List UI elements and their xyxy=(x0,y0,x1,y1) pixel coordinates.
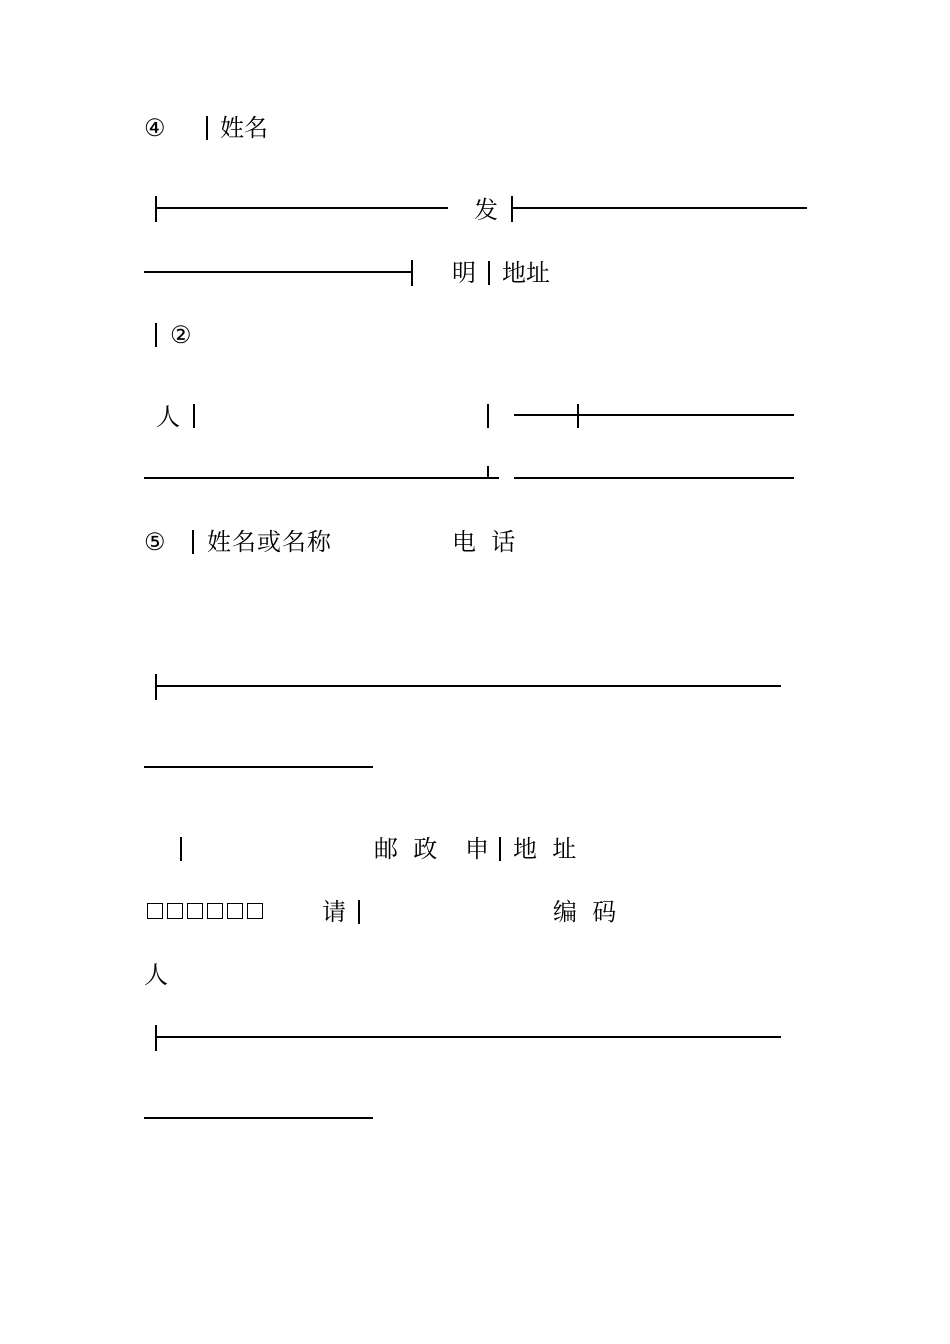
bottom-tee xyxy=(487,466,489,478)
item-number-2: ② xyxy=(170,321,192,349)
postal-code-box xyxy=(247,903,263,919)
postal-code-box xyxy=(187,903,203,919)
right-tee xyxy=(411,260,413,286)
cell-divider xyxy=(488,261,490,285)
postal-code-box xyxy=(167,903,183,919)
item-number-4: ④ xyxy=(144,114,166,142)
address-label: 地址 xyxy=(502,259,550,287)
code-label: 编 码 xyxy=(553,898,617,926)
cross-mark xyxy=(577,404,579,428)
inventor-char-fa: 发 xyxy=(474,196,498,224)
name-or-title-label: 姓名或名称 xyxy=(207,528,332,556)
cell-divider xyxy=(155,323,157,347)
postal-code-box xyxy=(147,903,163,919)
horizontal-rule xyxy=(511,207,807,209)
applicant-char-shen: 申 xyxy=(465,835,489,863)
cell-divider xyxy=(358,900,360,924)
horizontal-rule xyxy=(155,207,448,209)
postal-label: 邮 政 xyxy=(374,835,438,863)
cell-divider xyxy=(499,837,501,861)
applicant-char-ren: 人 xyxy=(144,961,168,989)
address-label: 地 址 xyxy=(513,835,577,863)
horizontal-rule xyxy=(155,1036,781,1038)
horizontal-rule xyxy=(144,766,373,768)
inventor-char-ming: 明 xyxy=(452,259,476,287)
horizontal-rule xyxy=(144,477,499,479)
left-tee xyxy=(155,196,157,222)
horizontal-rule xyxy=(514,414,794,416)
left-tee xyxy=(155,674,157,700)
cell-divider xyxy=(206,116,208,140)
cell-divider xyxy=(192,530,194,554)
applicant-char-qing: 请 xyxy=(322,898,346,926)
left-tee xyxy=(155,1025,157,1051)
postal-code-boxes xyxy=(147,903,263,919)
cell-divider xyxy=(487,404,489,428)
horizontal-rule xyxy=(144,271,412,273)
postal-code-box xyxy=(227,903,243,919)
item-number-5: ⑤ xyxy=(144,528,166,556)
left-tee xyxy=(511,196,513,222)
horizontal-rule xyxy=(144,1117,373,1119)
cell-divider xyxy=(193,404,195,428)
postal-code-box xyxy=(207,903,223,919)
phone-label: 电 话 xyxy=(452,528,516,556)
cell-divider xyxy=(180,837,182,861)
name-label: 姓名 xyxy=(220,114,268,142)
horizontal-rule xyxy=(514,477,794,479)
horizontal-rule xyxy=(155,685,781,687)
inventor-char-ren: 人 xyxy=(156,403,180,431)
